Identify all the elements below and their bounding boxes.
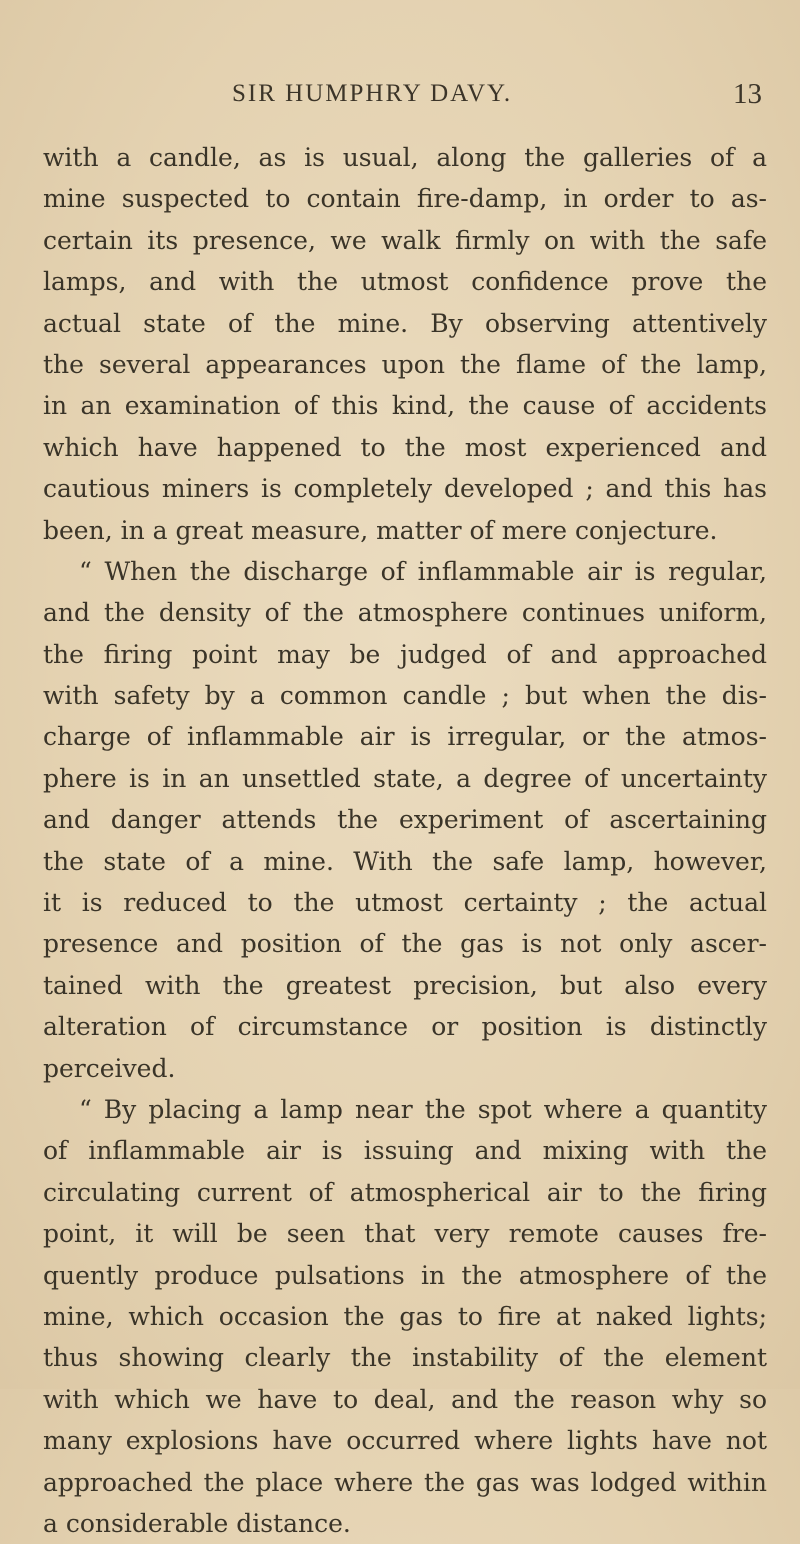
text-line: many explosions have occurred where lights have not — [43, 1426, 767, 1456]
text-line: point, it will be seen that very remote causes fre- — [43, 1219, 767, 1249]
running-title: SIR HUMPHRY DAVY. — [232, 80, 513, 107]
text-line: with safety by a common candle ; but when the dis- — [43, 681, 767, 711]
text-line: alteration of circumstance or position is distinctly — [43, 1012, 767, 1042]
text-line: certain its presence, we walk firmly on with the safe — [43, 225, 767, 255]
text-line: actual state of the mine. By observing attentively — [43, 308, 767, 338]
text-line: of inflammable air is issuing and mixing with the — [43, 1136, 767, 1166]
text-line: circulating current of atmospherical air to the firing — [43, 1177, 767, 1207]
text-line: the firing point may be judged of and approached — [43, 639, 767, 669]
text-line: the several appearances upon the flame of the lamp, — [43, 349, 767, 379]
text-line: the state of a mine. With the safe lamp, however, — [43, 846, 767, 876]
text-line: presence and position of the gas is not only ascer- — [43, 929, 767, 959]
paragraph-end-line: a considerable distance. — [43, 1508, 351, 1538]
page-number: 13 — [733, 78, 762, 110]
running-head — [40, 76, 766, 116]
text-line: and the density of the atmosphere continues uniform, — [43, 598, 767, 628]
text-line: cautious miners is completely developed ; and this has — [43, 474, 767, 504]
text-line: quently produce pulsations in the atmosphere of the — [43, 1260, 767, 1290]
text-line: with which we have to deal, and the reason why so — [43, 1384, 767, 1414]
text-line: tained with the greatest precision, but also every — [43, 970, 767, 1000]
text-line: approached the place where the gas was lodged within — [43, 1467, 767, 1497]
text-line: mine, which occasion the gas to fire at naked lights; — [43, 1301, 767, 1331]
body-text — [43, 137, 767, 1544]
paragraph-start-line: “ By placing a lamp near the spot where a quantity — [79, 1094, 767, 1124]
text-line: and danger attends the experiment of ascertaining — [43, 805, 767, 835]
text-line: it is reduced to the utmost certainty ; the actual — [43, 888, 767, 918]
text-line: charge of inflammable air is irregular, or the atmos- — [43, 722, 767, 752]
text-line: in an examination of this kind, the cause of accidents — [43, 391, 767, 421]
text-line: with a candle, as is usual, along the galleries of a — [43, 143, 767, 172]
text-line: thus showing clearly the instability of the element — [43, 1343, 767, 1373]
paragraph-end-line: perceived. — [43, 1053, 176, 1083]
text-line: lamps, and with the utmost confidence prove the — [43, 267, 767, 297]
paragraph-end-line: been, in a great measure, matter of mere conjecture. — [43, 515, 718, 545]
text-line: phere is in an unsettled state, a degree of uncertainty — [43, 763, 767, 793]
text-line: which have happened to the most experienced and — [43, 432, 767, 462]
paragraph-start-line: “ When the discharge of inflammable air is regular, — [79, 556, 767, 586]
text-line: mine suspected to contain fire-damp, in order to as- — [43, 184, 767, 214]
